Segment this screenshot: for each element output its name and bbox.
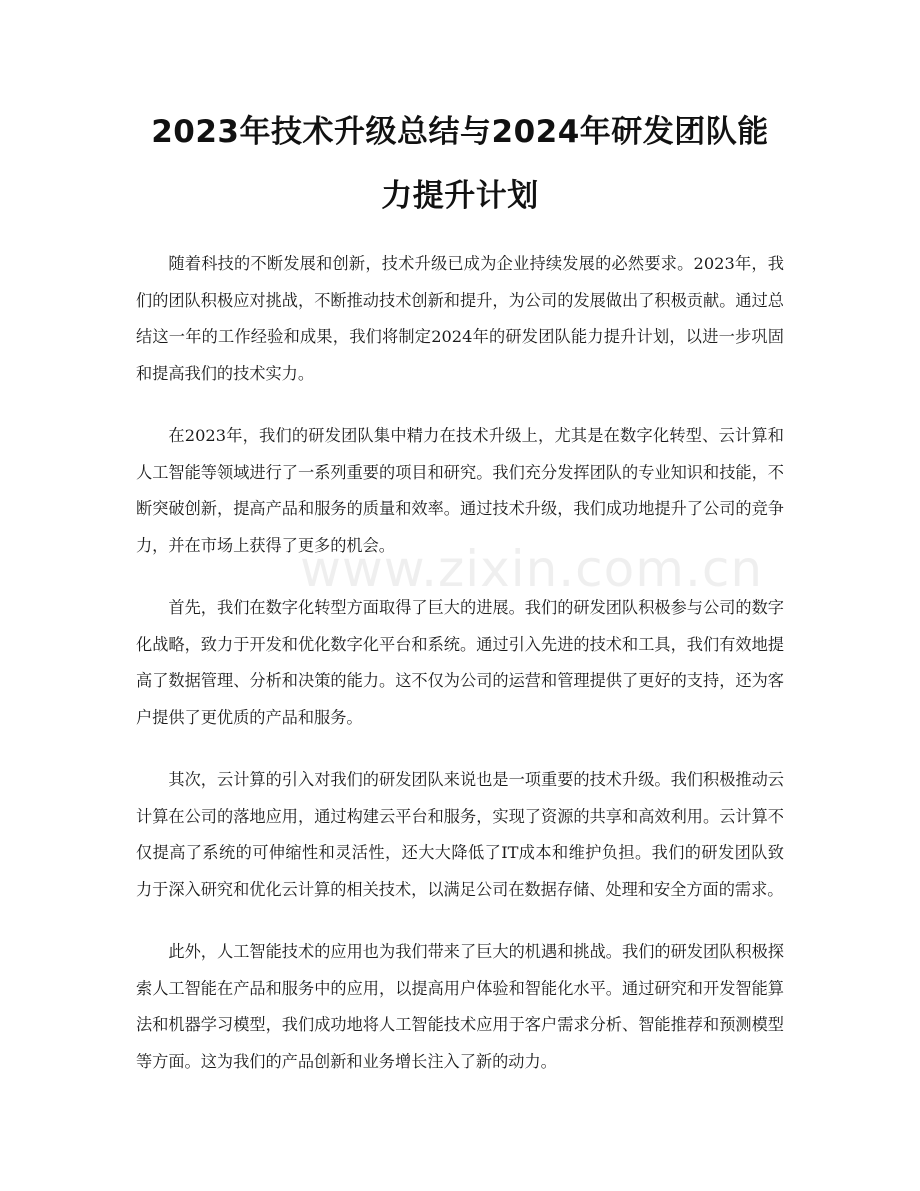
paragraph-1: 随着科技的不断发展和创新，技术升级已成为企业持续发展的必然要求。2023年，我们的团队积极应对挑战，不断推动技术创新和提升，为公司的发展做出了积极贡献。通过总结这一年的工作经验和成果，我们将制定2024年的研发团队能力提升计划，以进一步巩固和提高我们的技术实力。 [136, 254, 784, 383]
paragraph-4: 其次，云计算的引入对我们的研发团队来说也是一项重要的技术升级。我们积极推动云计算在公司的落地应用，通过构建云平台和服务，实现了资源的共享和高效利用。云计算不仅提高了系统的可伸缩性和灵活性，还大大降低了IT成本和维护负担。我们的研发团队致力于深入研究和优化云计算的相关技术，以满足公司在数据存储、处理和安全方面的需求。 [136, 770, 784, 899]
paragraph-5: 此外，人工智能技术的应用也为我们带来了巨大的机遇和挑战。我们的研发团队积极探索人工智能在产品和服务中的应用，以提高用户体验和智能化水平。通过研究和开发智能算法和机器学习模型，我们成功地将人工智能技术应用于客户需求分析、智能推荐和预测模型等方面。这为我们的产品创新和业务增长注入了新的动力。 [136, 942, 784, 1071]
paragraph-3: 首先，我们在数字化转型方面取得了巨大的进展。我们的研发团队积极参与公司的数字化战略，致力于开发和优化数字化平台和系统。通过引入先进的技术和工具，我们有效地提高了数据管理、分析和决策的能力。这不仅为公司的运营和管理提供了更好的支持，还为客户提供了更优质的产品和服务。 [136, 598, 784, 727]
paragraph-2: 在2023年，我们的研发团队集中精力在技术升级上，尤其是在数字化转型、云计算和人工智能等领域进行了一系列重要的项目和研究。我们充分发挥团队的专业知识和技能，不断突破创新，提高产品和服务的质量和效率。通过技术升级，我们成功地提升了公司的竞争力，并在市场上获得了更多的机会。 [136, 426, 784, 555]
watermark: www.zixin.com.cn [300, 540, 764, 598]
document-body [136, 246, 784, 1106]
document-title: 2023年技术升级总结与2024年研发团队能力提升计划 [151, 114, 769, 214]
